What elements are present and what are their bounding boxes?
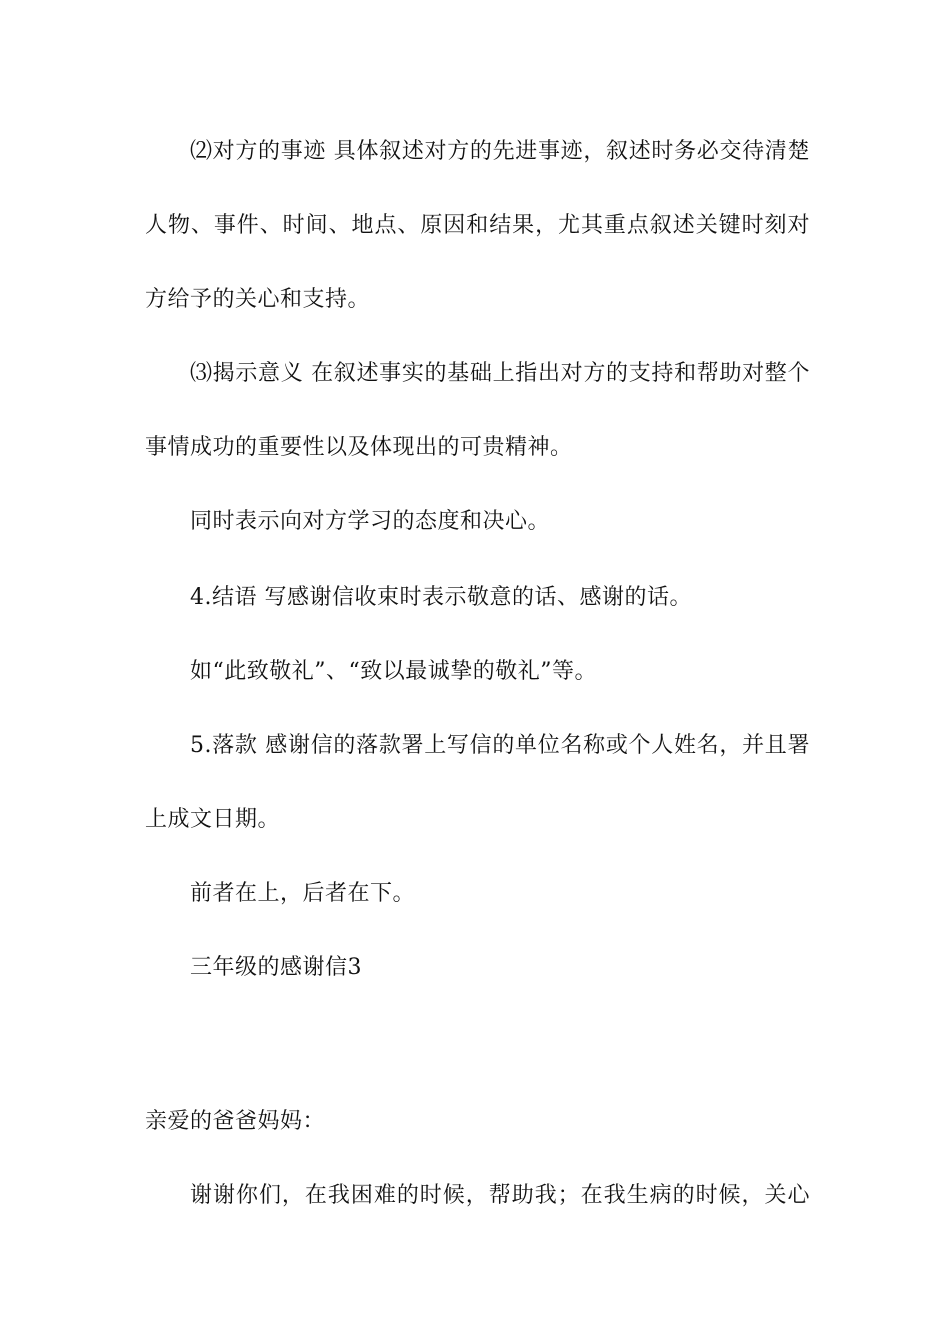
section-heading: 三年级的感谢信3 (190, 955, 362, 980)
paragraph-line: 方给予的关心和支持。 (145, 287, 371, 312)
paragraph-line: 人物、事件、时间、地点、原因和结果，尤其重点叙述关键时刻对 (145, 213, 810, 238)
paragraph-line: 同时表示向对方学习的态度和决心。 (190, 509, 551, 534)
paragraph-line: 4.结语 写感谢信收束时表示敬意的话、感谢的话。 (190, 585, 692, 610)
paragraph-line: 事情成功的重要性以及体现出的可贵精神。 (145, 435, 573, 460)
paragraph-line: ⑶揭示意义 在叙述事实的基础上指出对方的支持和帮助对整个 (190, 361, 810, 386)
paragraph-line: 谢谢你们，在我困难的时候，帮助我；在我生病的时候，关心 (190, 1183, 810, 1208)
paragraph-line: 上成文日期。 (145, 807, 281, 832)
paragraph-line: 如“此致敬礼”、“致以最诚挚的敬礼”等。 (190, 659, 597, 684)
paragraph-line: 5.落款 感谢信的落款署上写信的单位名称或个人姓名，并且署 (190, 733, 810, 758)
letter-salutation: 亲爱的爸爸妈妈： (145, 1109, 326, 1134)
paragraph-line: 前者在上，后者在下。 (190, 881, 416, 906)
paragraph-line: ⑵对方的事迹 具体叙述对方的先进事迹，叙述时务必交待清楚 (190, 139, 810, 164)
